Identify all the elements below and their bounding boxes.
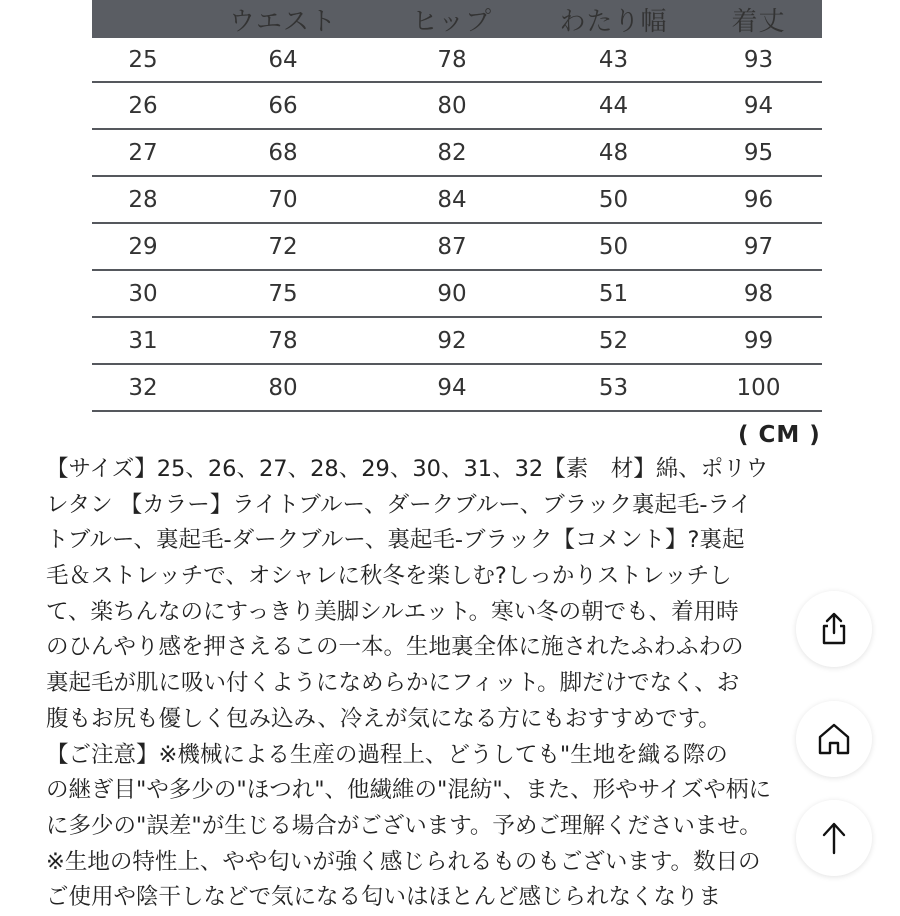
table-row — [92, 130, 822, 177]
description-line: て、楽ちんなのにすっきり美脚シルエット。寒い冬の朝でも、着用時 — [46, 598, 739, 625]
table-cell: 53 — [598, 374, 629, 401]
table-cell: 82 — [437, 139, 467, 166]
table-cell: 29 — [128, 233, 158, 260]
table-cell: 78 — [268, 327, 298, 354]
table-cell: 92 — [437, 327, 467, 354]
table-cell: 50 — [598, 186, 629, 213]
table-cell: 52 — [598, 327, 629, 354]
description-line: 【ご注意】※機械による生産の過程上、どうしても"生地を織る際の — [46, 741, 728, 768]
table-cell: 87 — [437, 233, 467, 260]
home-icon — [816, 721, 852, 757]
table-cell: 95 — [743, 139, 774, 166]
header-cell-waist: ウエスト — [228, 6, 337, 37]
share-button[interactable] — [796, 591, 872, 667]
table-cell: 78 — [437, 46, 467, 73]
table-cell: 72 — [268, 233, 298, 260]
table-cell: 31 — [128, 327, 158, 354]
table-cell: 100 — [736, 374, 781, 401]
table-row — [92, 38, 822, 83]
description-line: に多少の"誤差"が生じる場合がございます。予めご理解くださいませ。 — [46, 812, 762, 839]
table-cell: 25 — [128, 46, 158, 73]
table-cell: 27 — [128, 139, 158, 166]
description-line: ※生地の特性上、やや匂いが強く感じられるものもございます。数日の — [46, 848, 761, 875]
share-icon — [816, 611, 852, 647]
table-cell: 28 — [128, 186, 158, 213]
description-line: 【サイズ】25、26、27、28、29、30、31、32【素 材】綿、ポリウ — [46, 456, 769, 482]
description-line: ご使用や陰干しなどで気になる匂いはほとんど感じられなくなりま — [46, 884, 722, 911]
table-cell: 98 — [743, 280, 774, 307]
table-cell: 48 — [598, 139, 629, 166]
table-header — [92, 0, 822, 38]
table-cell: 70 — [268, 186, 298, 213]
description-line: の継ぎ目"や多少の"ほつれ"、他繊維の"混紡"、また、形やサイズや柄に — [46, 777, 771, 804]
home-button[interactable] — [796, 701, 872, 777]
table-cell: 66 — [268, 92, 298, 119]
table-cell: 75 — [268, 280, 298, 307]
table-cell: 80 — [268, 374, 298, 401]
table-cell: 50 — [598, 233, 629, 260]
table-cell: 96 — [743, 186, 774, 213]
description-line: レタン 【カラー】ライトブルー、ダークブルー、ブラック裏起毛-ライ — [46, 491, 752, 518]
table-row — [92, 271, 822, 318]
header-cell-length: 着丈 — [731, 6, 786, 37]
description-line: 裏起毛が肌に吸い付くようになめらかにフィット。脚だけでなく、お — [46, 670, 740, 697]
table-row — [92, 83, 822, 130]
table-row — [92, 224, 822, 271]
table-row — [92, 365, 822, 412]
table-cell: 94 — [743, 92, 774, 119]
table-cell: 64 — [268, 46, 298, 73]
table-cell: 93 — [743, 46, 774, 73]
description-line: 腹もお尻も優しく包み込み、冷えが気になる方にもおすすめです。 — [46, 705, 721, 732]
table-cell: 51 — [598, 280, 629, 307]
table-body — [92, 38, 822, 412]
table-cell: 68 — [268, 139, 298, 166]
table-cell: 32 — [128, 374, 158, 401]
header-cell-thigh: わたり幅 — [559, 6, 668, 37]
description-line: 毛＆ストレッチで、オシャレに秋冬を楽しむ?しっかりストレッチし — [46, 563, 732, 590]
scroll-top-button[interactable] — [796, 800, 872, 876]
table-cell: 80 — [437, 92, 467, 119]
table-cell: 84 — [437, 186, 467, 213]
table-row — [92, 177, 822, 224]
header-cell-hip: ヒップ — [411, 6, 493, 37]
table-cell: 99 — [743, 327, 774, 354]
table-row — [92, 318, 822, 365]
product-description — [46, 452, 864, 916]
unit-label: ( CM ) — [738, 422, 821, 448]
description-line: トブルー、裏起毛-ダークブルー、裏起毛-ブラック【コメント】?裏起 — [46, 527, 745, 554]
description-line: のひんやり感を押さえるこの一本。生地裏全体に施されたふわふわの — [46, 634, 744, 661]
table-cell: 44 — [598, 92, 629, 119]
arrow-up-icon — [816, 820, 852, 856]
table-cell: 97 — [743, 233, 774, 260]
table-cell: 30 — [128, 280, 158, 307]
table-cell: 26 — [128, 92, 158, 119]
table-cell: 43 — [598, 46, 629, 73]
size-table — [92, 0, 822, 412]
table-cell: 94 — [437, 374, 467, 401]
table-cell: 90 — [437, 280, 467, 307]
